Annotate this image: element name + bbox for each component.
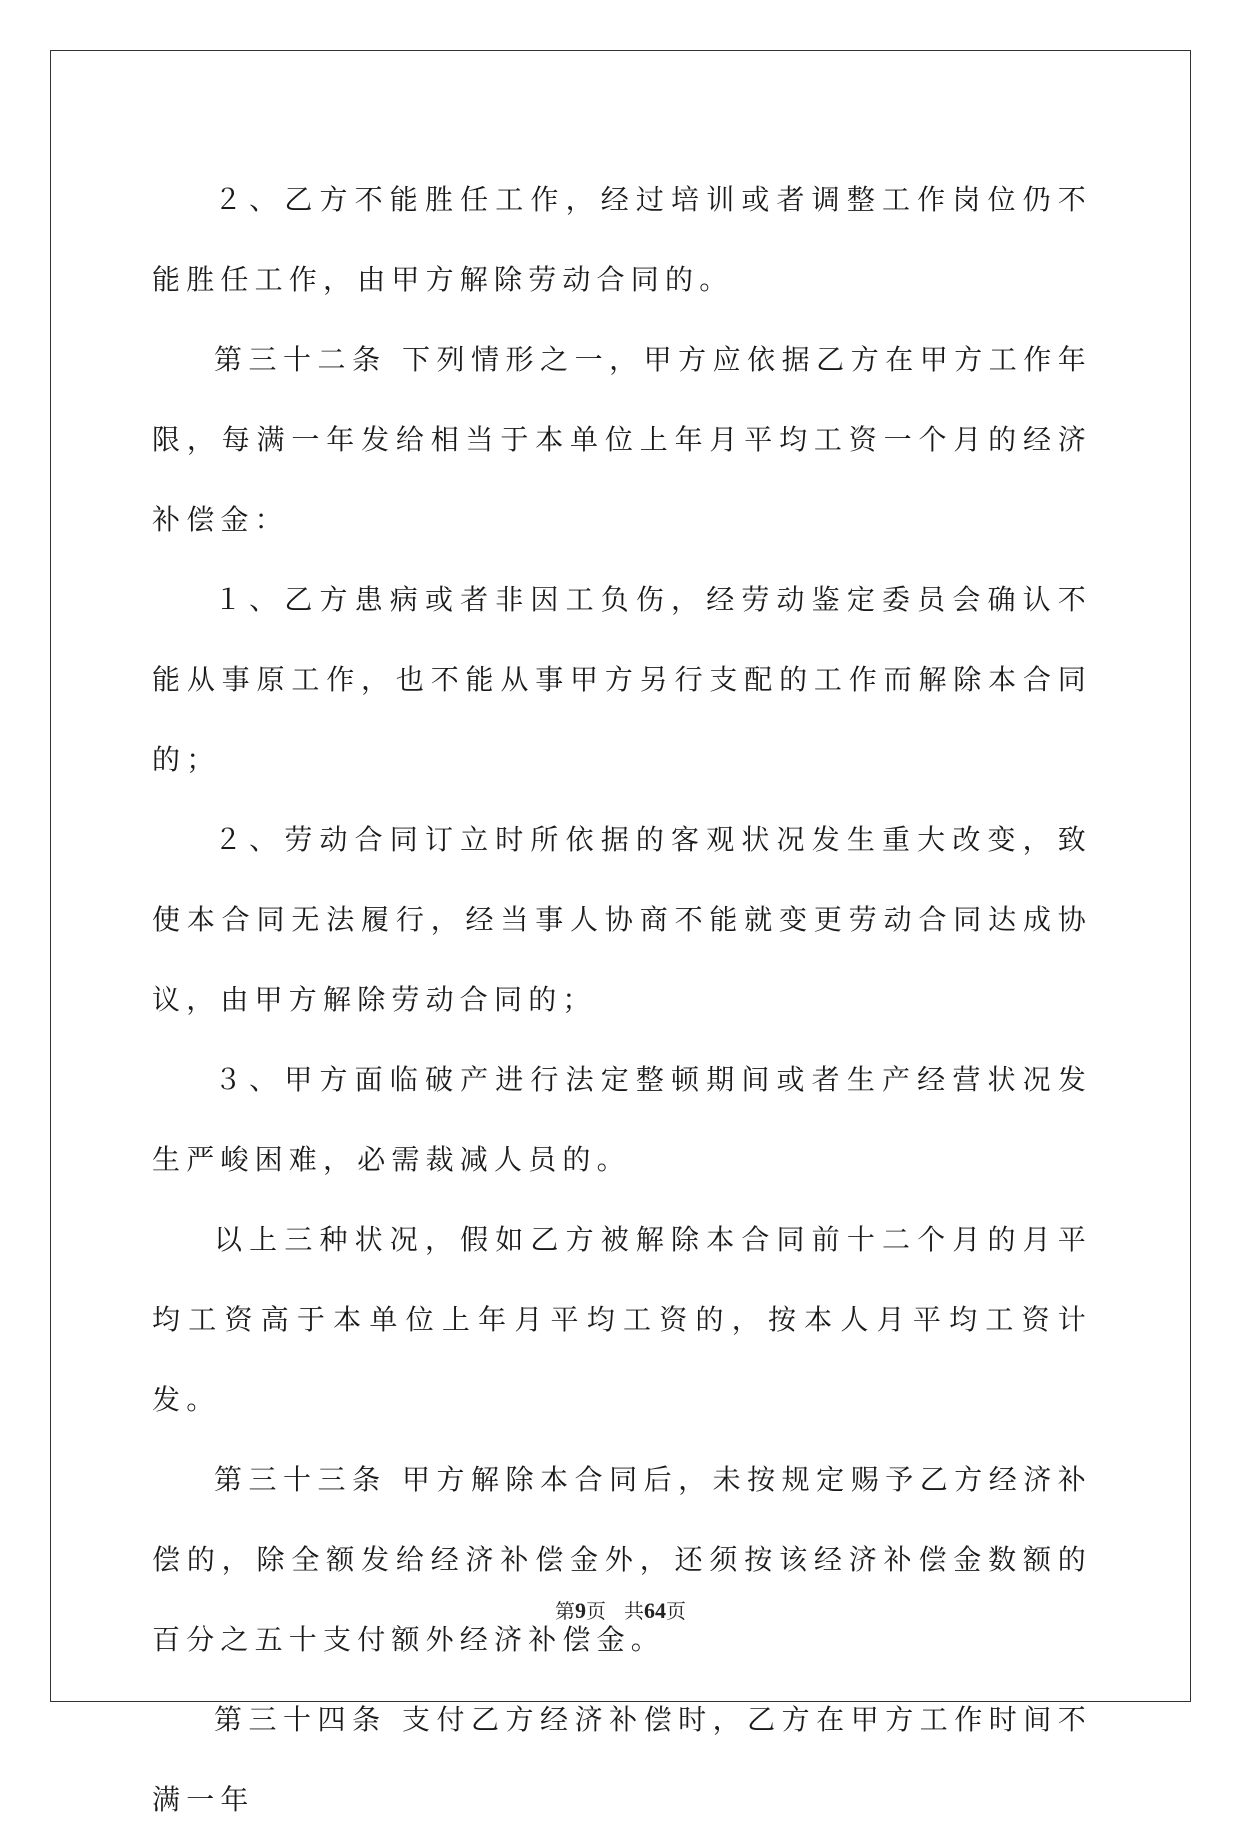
- paragraph-item-2-circumstances: ２、劳动合同订立时所依据的客观状况发生重大改变，致使本合同无法履行，经当事人协商不能就变更劳动合同达成协议，由甲方解除劳动合同的；: [152, 823, 1092, 1016]
- page-prefix: 第: [555, 1599, 575, 1623]
- paragraph-article-33: 第三十三条 甲方解除本合同后，未按规定赐予乙方经济补偿的，除全额发给经济补偿金外，还须按该经济补偿金数额的百分之五十支付额外经济补偿金。: [152, 1463, 1092, 1656]
- total-suffix: 页: [666, 1599, 686, 1623]
- page-suffix: 页: [586, 1599, 606, 1623]
- paragraph-article-32: 第三十二条 下列情形之一，甲方应依据乙方在甲方工作年限，每满一年发给相当于本单位上年月平均工资一个月的经济补偿金：: [152, 343, 1092, 536]
- total-pages: 64: [644, 1598, 666, 1623]
- page-footer: [0, 1595, 1241, 1624]
- page-number: 9: [575, 1598, 586, 1623]
- paragraph-article-34: 第三十四条 支付乙方经济补偿时，乙方在甲方工作时间不满一年: [152, 1703, 1092, 1816]
- paragraph-clause-2-incompetent: ２、乙方不能胜任工作，经过培训或者调整工作岗位仍不能胜任工作，由甲方解除劳动合同的。: [152, 183, 1092, 296]
- paragraph-salary-note: 以上三种状况，假如乙方被解除本合同前十二个月的月平均工资高于本单位上年月平均工资的，按本人月平均工资计发。: [152, 1223, 1092, 1416]
- document-body: [152, 160, 1092, 1840]
- paragraph-item-1-illness: １、乙方患病或者非因工负伤，经劳动鉴定委员会确认不能从事原工作，也不能从事甲方另行支配的工作而解除本合同的；: [152, 583, 1092, 776]
- paragraph-item-3-bankruptcy: ３、甲方面临破产进行法定整顿期间或者生产经营状况发生严峻困难，必需裁减人员的。: [152, 1063, 1092, 1176]
- total-prefix: 共: [624, 1599, 644, 1623]
